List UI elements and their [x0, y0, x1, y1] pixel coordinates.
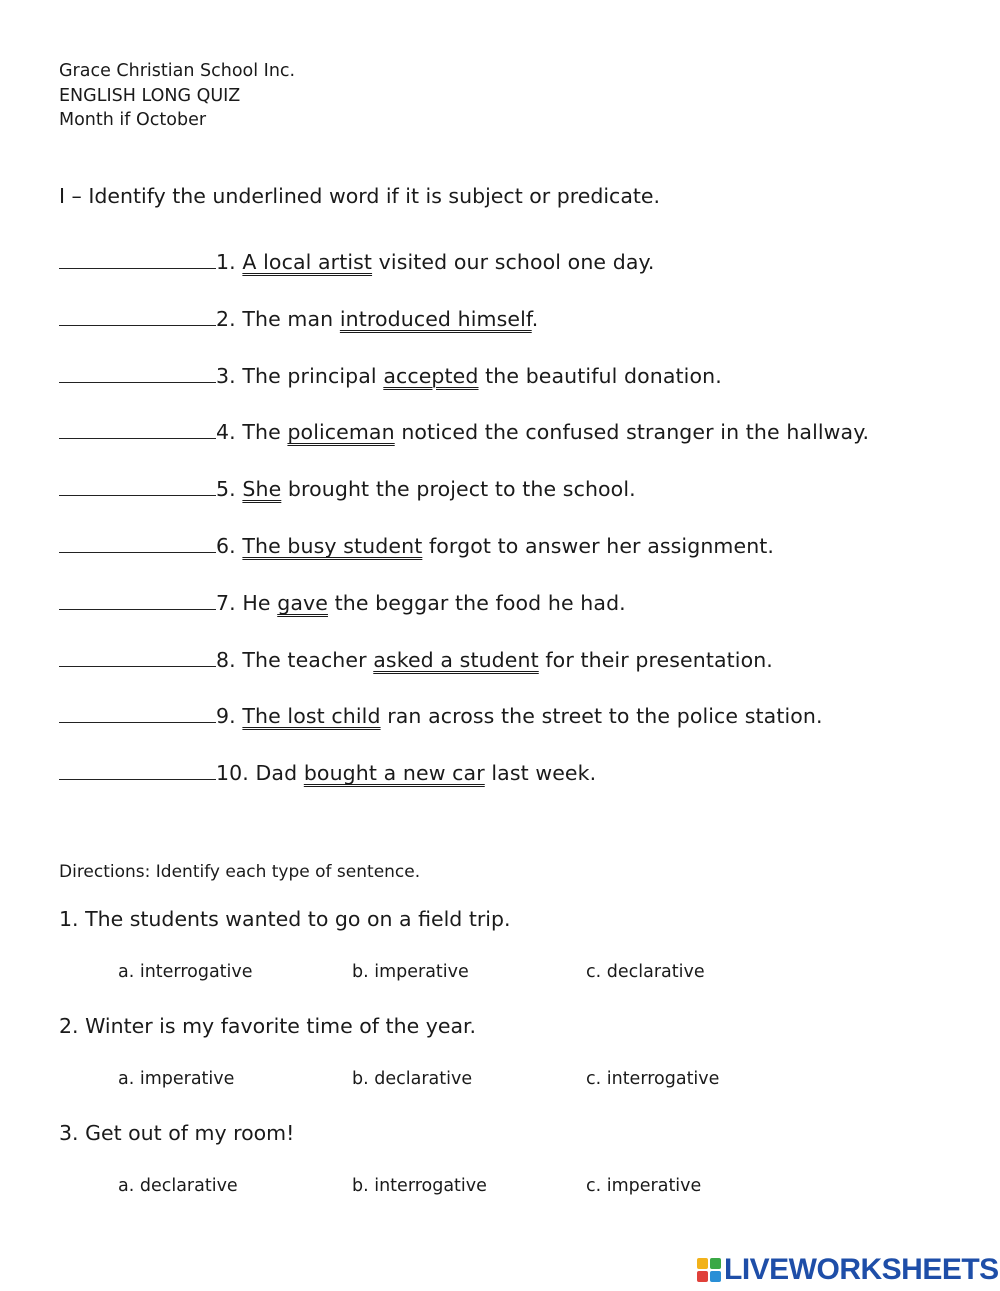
underlined-phrase: She	[242, 477, 282, 502]
sentence-question: 3. Get out of my room!	[59, 1121, 295, 1145]
answer-option[interactable]: b. interrogative	[352, 1176, 487, 1196]
question-text-after: visited our school one day.	[372, 250, 655, 274]
logo-square	[697, 1258, 708, 1269]
logo-square	[710, 1258, 721, 1269]
question-text-after: the beautiful donation.	[478, 363, 722, 388]
underlined-phrase: A local artist	[242, 250, 373, 274]
question-row	[59, 761, 596, 785]
question-row	[59, 307, 538, 331]
header	[59, 59, 295, 133]
answer-option[interactable]: a. declarative	[118, 1176, 238, 1196]
question-number: 1.	[216, 250, 236, 274]
question-number: 6.	[216, 534, 236, 558]
question-row	[59, 420, 869, 444]
answer-blank[interactable]	[59, 761, 216, 780]
question-text-before: The principal	[235, 363, 384, 388]
quiz-title: ENGLISH LONG QUIZ	[59, 85, 241, 106]
question-text-after: the beggar the food he had.	[327, 590, 626, 615]
logo-text: LIVEWORKSHEETS	[724, 1253, 999, 1286]
logo-mark-icon	[697, 1258, 721, 1282]
question-number: 5.	[216, 477, 236, 502]
answer-blank[interactable]	[59, 477, 216, 496]
answer-option[interactable]: c. declarative	[586, 962, 705, 982]
question-row	[59, 704, 823, 728]
underlined-phrase: gave	[277, 590, 328, 615]
question-row	[59, 250, 654, 274]
underlined-phrase: accepted	[383, 363, 479, 388]
answer-option[interactable]: a. interrogative	[118, 962, 253, 982]
quiz-month: Month if October	[59, 110, 207, 130]
answer-option[interactable]: b. imperative	[352, 962, 469, 982]
question-text-after: ran across the street to the police station.	[380, 704, 823, 729]
question-number: 4.	[216, 420, 236, 445]
section1-title: I – Identify the underlined word if it is subject or predicate.	[59, 184, 661, 208]
question-text-before: The	[235, 420, 288, 445]
answer-option[interactable]: c. imperative	[586, 1176, 702, 1196]
section2-directions: Directions: Identify each type of sentence.	[59, 862, 421, 882]
answer-option[interactable]: a. imperative	[118, 1069, 235, 1089]
sentence-question: 1. The students wanted to go on a field trip.	[59, 907, 511, 931]
question-text-after: last week.	[484, 761, 597, 786]
question-text-after: forgot to answer her assignment.	[422, 534, 775, 558]
sentence-question: 2. Winter is my favorite time of the year.	[59, 1014, 477, 1038]
school-name: Grace Christian School Inc.	[59, 61, 296, 81]
question-text-before: Dad	[248, 761, 304, 786]
question-number: 2.	[216, 306, 236, 331]
question-row	[59, 364, 722, 388]
logo-square	[697, 1271, 708, 1282]
question-number: 8.	[216, 647, 236, 672]
question-text-before: The teacher	[235, 647, 374, 672]
question-text-before: The man	[235, 306, 340, 331]
question-text-after: noticed the confused stranger in the hallway.	[394, 420, 870, 445]
answer-blank[interactable]	[59, 591, 216, 610]
underlined-phrase: introduced himself	[339, 306, 532, 331]
answer-blank[interactable]	[59, 420, 216, 439]
underlined-phrase: The lost child	[242, 704, 381, 729]
answer-blank[interactable]	[59, 364, 216, 383]
answer-blank[interactable]	[59, 704, 216, 723]
question-number: 9.	[216, 704, 236, 729]
question-number: 10.	[216, 761, 249, 786]
logo-square	[710, 1271, 721, 1282]
underlined-phrase: policeman	[287, 420, 395, 445]
question-row	[59, 648, 773, 672]
underlined-phrase: The busy student	[242, 534, 423, 558]
question-text-after: brought the project to the school.	[281, 477, 636, 502]
question-number: 7.	[216, 590, 236, 615]
question-text-after: for their presentation.	[538, 647, 773, 672]
underlined-phrase: bought a new car	[303, 761, 485, 786]
liveworksheets-logo	[697, 1253, 999, 1287]
question-number: 3.	[216, 363, 236, 388]
answer-blank[interactable]	[59, 534, 216, 553]
answer-option[interactable]: b. declarative	[352, 1069, 473, 1089]
question-text-before: He	[235, 590, 278, 615]
answer-blank[interactable]	[59, 648, 216, 667]
question-row	[59, 591, 626, 615]
question-row	[59, 534, 774, 558]
question-text-after: .	[531, 306, 539, 331]
answer-blank[interactable]	[59, 250, 216, 269]
underlined-phrase: asked a student	[373, 647, 539, 672]
answer-blank[interactable]	[59, 307, 216, 326]
answer-option[interactable]: c. interrogative	[586, 1069, 720, 1089]
question-row	[59, 477, 636, 501]
